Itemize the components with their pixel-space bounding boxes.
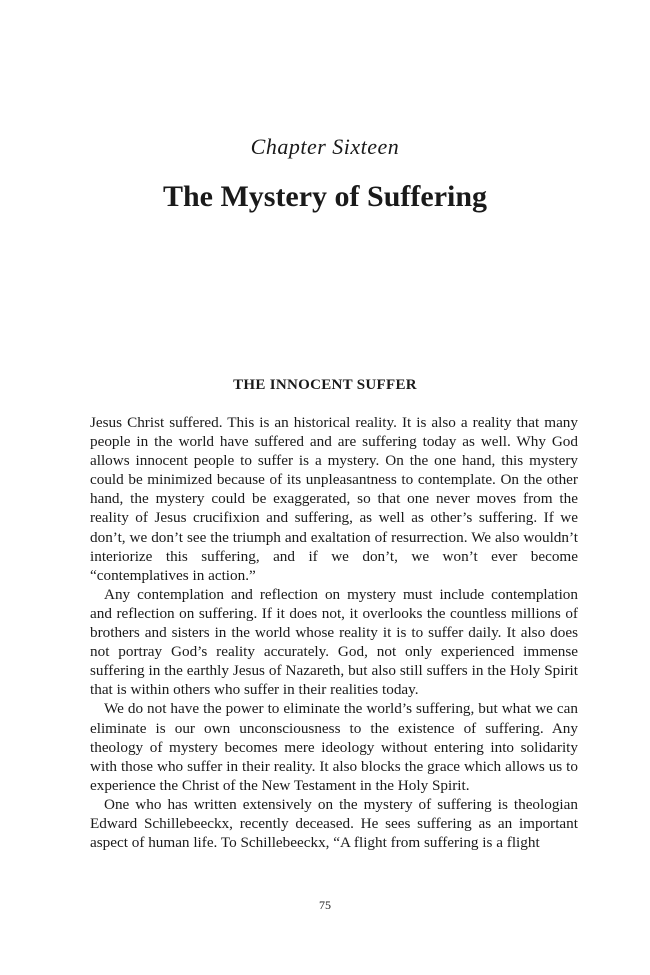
paragraph-1: Jesus Christ suffered. This is an historical reality. It is also a reality that many people in the world have suffered and are suffering today as well. Why God allows innocent people to suffer is a mystery. On the one hand, this mystery could be minimized because of its unpleasantness to contemplate. On the other hand, the mystery could be exaggerated, so that one never moves from the reality of Jesus crucifixion and suffering, as well as other’s suffering. If we don’t, we don’t see the triumph and exaltation of resurrection. We also wouldn’t interiorize this suffering, and if we don’t, we won’t ever become “contemplatives in action.” (90, 414, 578, 584)
chapter-title: The Mystery of Suffering (162, 180, 488, 213)
chapter-label: Chapter Sixteen (250, 134, 400, 159)
section-heading: THE INNOCENT SUFFER (233, 377, 417, 393)
paragraph-4: One who has written extensively on the mystery of suffering is theologian Edward Schillebeeckx, recently deceased. He sees suffering as an important aspect of human life. To Schillebeeckx, “A flight from suffering is a flight (90, 795, 578, 852)
paragraph-3: We do not have the power to eliminate the world’s suffering, but what we can eliminate is our own unconsciousness to the existence of suffering. Any theology of mystery becomes mere ideology without entering into solidarity with those who suffer in their reality. It also blocks the grace which allows us to experience the Christ of the New Testament in the Holy Spirit. (90, 700, 578, 794)
body-text (90, 413, 578, 852)
paragraph-2: Any contemplation and reflection on mystery must include contemplation and reflection on suffering. If it does not, it overlooks the countless millions of brothers and sisters in the world whose reality it is to suffer daily. It also does not portray God’s reality accurately. God, not only experienced immense suffering in the earthly Jesus of Nazareth, but also still suffers in the Holy Spirit that is within others who suffer in their realities today. (90, 585, 578, 699)
page-number: 75 (319, 898, 331, 912)
